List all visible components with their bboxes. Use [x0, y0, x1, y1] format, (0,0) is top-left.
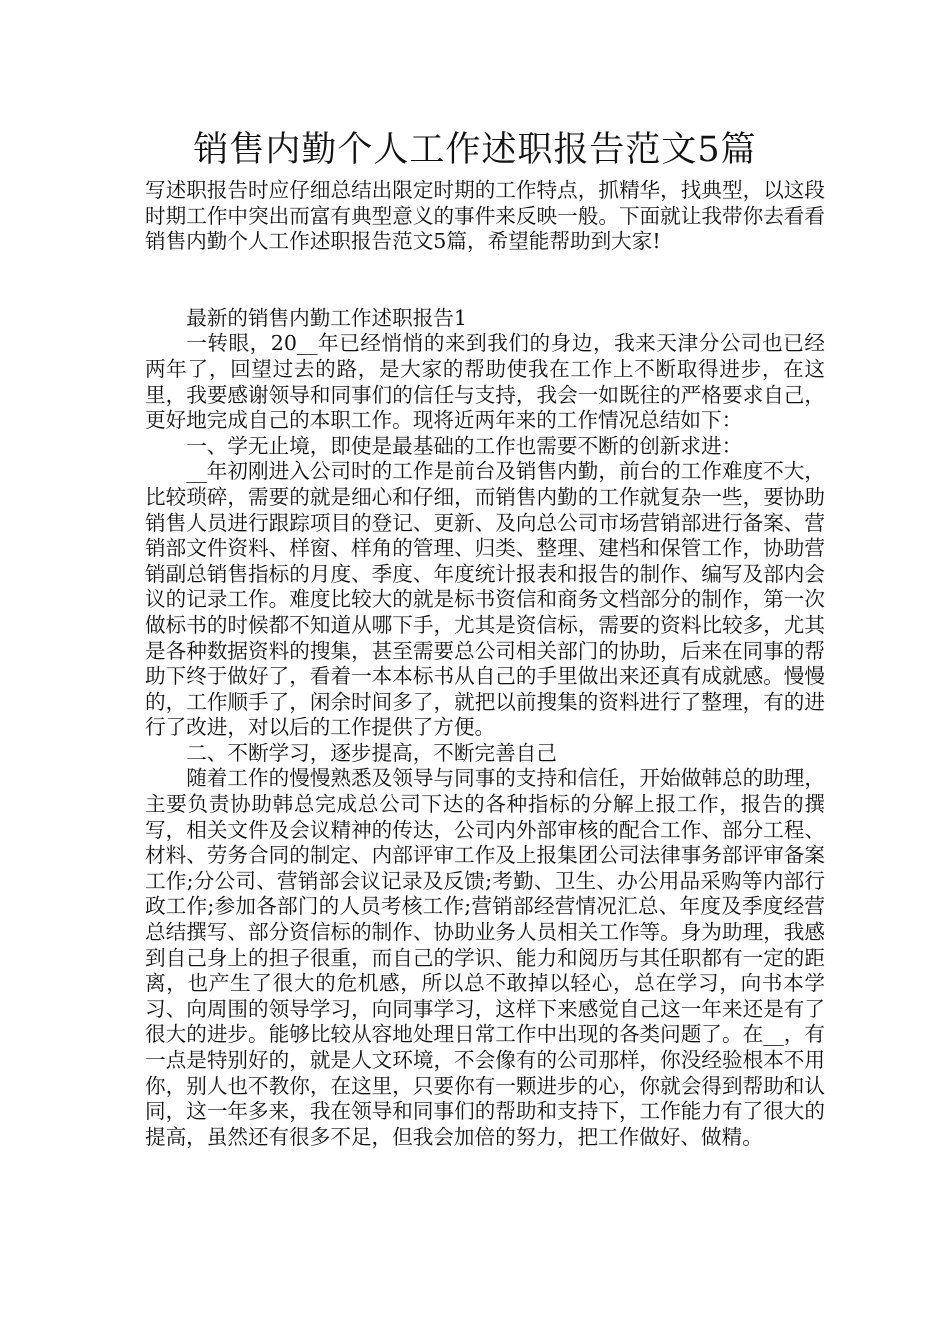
intro-paragraph: 写述职报告时应仔细总结出限定时期的工作特点，抓精华，找典型，以这段时期工作中突出而富有典型意义的事件来反映一般。下面就让我带你去看看销售内勤个人工作述职报告范文5篇，希望能帮助到大家! [145, 178, 825, 254]
body-paragraph: __年初刚进入公司时的工作是前台及销售内勤，前台的工作难度不大，比较琐碎，需要的就是细心和仔细，而销售内勤的工作就复杂一些，要协助销售人员进行跟踪项目的登记、更新、及向总公司市场营销部进行备案、营销部文件资料、样窗、样角的管理、归类、整理、建档和保管工作，协助营销副总销售指标的月度、季度、年度统计报表和报告的制作、编写及部内会议的记录工作。难度比较大的就是标书资信和商务文档部分的制作，第一次做标书的时候都不知道从哪下手，尤其是资信标，需要的资料比较多，尤其是各种数据资料的搜集，甚至需要总公司相关部门的协助，后来在同事的帮助下终于做好了，看着一本本标书从自己的手里做出来还真有成就感。慢慢的，工作顺手了，闲余时间多了，就把以前搜集的资料进行了整理，有的进行了改进，对以后的工作提供了方便。 [145, 459, 825, 740]
section-heading: 最新的销售内勤工作述职报告1 [186, 305, 468, 330]
subsection-heading: 一、学无止境，即使是最基础的工作也需要不断的创新求进： [186, 433, 743, 458]
document-body [145, 178, 825, 1150]
subsection-heading: 二、不断学习，逐步提高，不断完善自己 [186, 740, 557, 765]
body-paragraph: 随着工作的慢慢熟悉及领导与同事的支持和信任，开始做韩总的助理，主要负责协助韩总完成总公司下达的各种指标的分解上报工作，报告的撰写，相关文件及会议精神的传达，公司内外部审核的配合工作、部分工程、材料、劳务合同的制定、内部评审工作及上报集团公司法律事务部评审备案工作;分公司、营销部会议记录及反馈;考勤、卫生、办公用品采购等内部行政工作;参加各部门的人员考核工作;营销部经营情况汇总、年度及季度经营总结撰写、部分资信标的制作、协助业务人员相关工作等。身为助理，我感到自己身上的担子很重，而自己的学识、能力和阅历与其任职都有一定的距离，也产生了很大的危机感，所以总不敢掉以轻心，总在学习，向书本学习、向周围的领导学习，向同事学习，这样下来感觉自己这一年来还是有了很大的进步。能够比较从容地处理日常工作中出现的各类问题了。在__，有一点是特别好的，就是人文环境，不会像有的公司那样，你没经验根本不用你，别人也不教你，在这里，只要你有一颗进步的心，你就会得到帮助和认同，这一年多来，我在领导和同事们的帮助和支持下，工作能力有了很大的提高，虽然还有很多不足，但我会加倍的努力，把工作做好、做精。 [145, 766, 825, 1149]
document-title: 销售内勤个人工作述职报告范文5篇 [193, 130, 757, 170]
body-paragraph: 一转眼，20__年已经悄悄的来到我们的身边，我来天津分公司也已经两年了，回望过去的路，是大家的帮助使我在工作上不断取得进步，在这里，我要感谢领导和同事们的信任与支持，我会一如既往的严格要求自己，更好地完成自己的本职工作。现将近两年来的工作情况总结如下： [145, 331, 825, 433]
